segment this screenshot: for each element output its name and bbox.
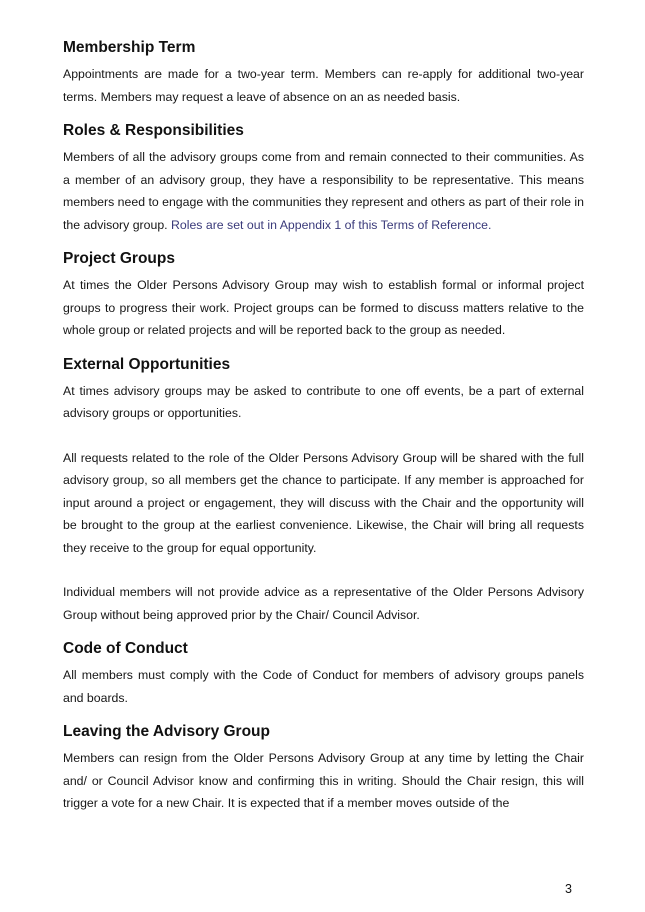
- section-heading: Project Groups: [63, 250, 175, 267]
- section-code-of-conduct: [63, 639, 584, 709]
- appendix-reference-text: Roles are set out in Appendix 1 of this Terms of Reference.: [171, 217, 492, 232]
- section-heading: Roles & Responsibilities: [63, 122, 244, 139]
- document-page: [63, 38, 584, 828]
- section-heading: Leaving the Advisory Group: [63, 723, 270, 740]
- section-membership-term: [63, 38, 584, 108]
- section-heading: External Opportunities: [63, 355, 231, 373]
- section-paragraph: Appointments are made for a two-year term. Members can re-apply for additional two-year terms. Members may request a leave of absence on an as needed basis.: [63, 67, 584, 104]
- section-paragraph: [63, 146, 584, 236]
- section-roles-responsibilities: [63, 121, 584, 236]
- section-heading: Code of Conduct: [63, 640, 188, 657]
- section-heading: Membership Term: [63, 39, 196, 56]
- section-external-opportunities: [63, 355, 584, 627]
- section-paragraph: Individual members will not provide advice as a representative of the Older Persons Advisory Group without being approved prior by the Chair/ Council Advisor.: [63, 585, 584, 622]
- section-paragraph: All members must comply with the Code of Conduct for members of advisory groups panels and boards.: [63, 668, 584, 705]
- page-number: 3: [565, 882, 572, 896]
- section-project-groups: [63, 249, 584, 342]
- section-leaving-advisory-group: [63, 722, 584, 815]
- paragraph-text: Members of all the advisory groups come from and remain connected to their communities. As a member of an advisory group, they have a responsibility to be representative. This means members need to engage with the communities they represent and others as part of their role in the advisory group.: [63, 150, 584, 232]
- section-paragraph: At times advisory groups may be asked to contribute to one off events, be a part of external advisory groups or opportunities.: [63, 383, 584, 420]
- section-paragraph: At times the Older Persons Advisory Group may wish to establish formal or informal project groups to progress their work. Project groups can be formed to discuss matters relative to the whole group or related projects and will be reported back to the group as needed.: [63, 278, 584, 337]
- section-paragraph: Members can resign from the Older Persons Advisory Group at any time by letting the Chair and/ or Council Advisor know and confirming this in writing. Should the Chair resign, this will trigger a vote for a new Chair. It is expected that if a member moves outside of the: [63, 751, 584, 810]
- section-paragraph: All requests related to the role of the Older Persons Advisory Group will be shared with the full advisory group, so all members get the chance to participate. If any member is approached for input around a project or engagement, they will discuss with the Chair and the opportunity will be brought to the group at the earliest convenience. Likewise, the Chair will bring all requests they receive to the group for equal opportunity.: [63, 450, 584, 555]
